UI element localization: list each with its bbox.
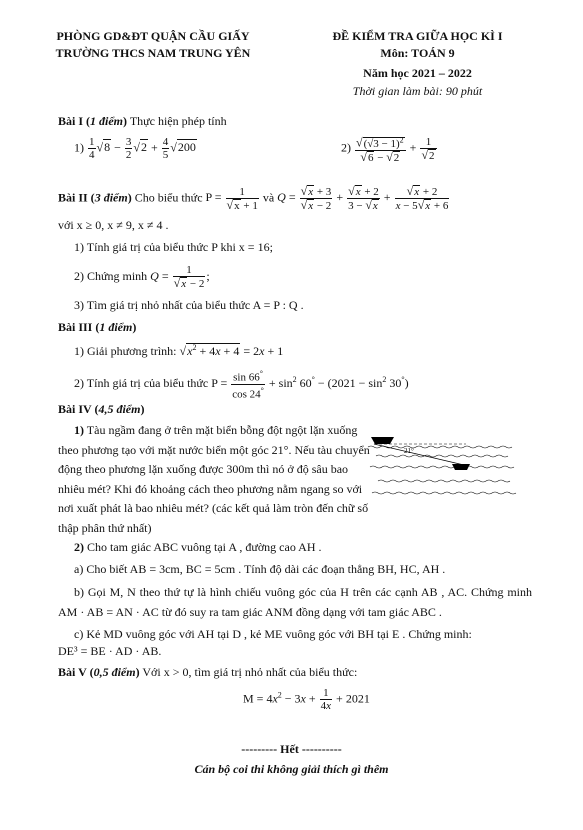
bai2-heading: Bài II (3 điểm) Cho biểu thức P = $\frac{1}{√x + 1}$ và Q = $\frac{√x + 3}{√x - 2}$ + $\frac{√x + 2}{3 - √x}$ + $\frac{√x + 2}{x - 5√x + 6}$ bbox=[58, 184, 449, 212]
bai2-question-1: 1) Tính giá trị của biểu thức P khi x = 16; bbox=[74, 240, 273, 254]
bai4-heading: Bài IV (4,5 điểm) bbox=[58, 402, 145, 416]
bai1-heading: Bài I (1 điểm) Thực hiện phép tính bbox=[58, 114, 227, 128]
bai1-question-2: 2) $\frac{√(√3 - 1)^2}{√6 - √2}$ + $\frac{1}{√2}$ bbox=[341, 135, 435, 164]
bai5-expression: $M = 4x^2 - 3x$ + $\frac{1}{4x}$ + 2021 bbox=[243, 687, 370, 712]
bai4-part2-b: b) Gọi M, N theo thứ tự là hình chiếu vuông góc của H trên các cạnh AB , AC. Chứng minh AM · AB = AN · AC từ đó suy ra tam giác ANM đồng dạng với tam giác ABC . bbox=[58, 585, 532, 619]
bai4-part1: 1) Tàu ngầm đang ở trên mặt biển bỗng đột ngột lặn xuống theo phương tạo với mặt nước biển một góc 21°. Nếu tàu chuyển động theo phương lặn xuống được 300m thì nó ở độ sâu bao nhiêu mét? Khi đó khoảng cách theo phương nằm ngang so với nơi xuất phát là bao nhiêu mét? (các kết quả làm tròn đến chữ số thập phân thứ nhất) bbox=[58, 423, 370, 535]
submarine-icon bbox=[452, 464, 470, 470]
end-marker: --------- Hết ---------- bbox=[241, 742, 342, 756]
invigilator-note: Cán bộ coi thi không giải thích gì thêm bbox=[194, 762, 389, 776]
bai1-question-1: 1) $\frac{1}{4}$ √8 − $\frac{3}{2}$ √2 + $\frac{4}{5}$ √200 bbox=[74, 136, 196, 161]
exam-duration: Thời gian làm bài: 90 phút bbox=[352, 84, 483, 98]
bai4-part2-c-formula: DE³ = BE · AD · AB. bbox=[58, 644, 162, 658]
bai4-part2: 2) Cho tam giác ABC vuông tại A , đường cao AH . bbox=[74, 540, 322, 554]
exam-subject: Môn: TOÁN 9 bbox=[380, 46, 455, 60]
ship-top-icon bbox=[371, 437, 394, 444]
submarine-diagram bbox=[366, 431, 526, 501]
school-name: TRƯỜNG THCS NAM TRUNG YÊN bbox=[55, 46, 251, 60]
school-year: Năm học 2021 – 2022 bbox=[363, 66, 472, 80]
angle-label: 21° bbox=[404, 447, 414, 455]
bai3-question-2: 2) Tính giá trị của biểu thức P = $\frac{\sin 66^\circ}{\cos 24^\circ}$ + $\sin^2 60^\circ - (2021 - \sin^2 30^\circ)$ bbox=[74, 369, 409, 401]
school-department: PHÒNG GD&ĐT QUẬN CẦU GIẤY bbox=[56, 29, 250, 43]
wave-line-2 bbox=[376, 455, 508, 457]
wave-line-3 bbox=[370, 466, 514, 468]
wave-line-4 bbox=[378, 480, 510, 482]
dive-path-line bbox=[374, 444, 464, 465]
bai2-question-3: 3) Tìm giá trị nhỏ nhất của biểu thức A = P : Q . bbox=[74, 298, 304, 312]
wave-line-5 bbox=[372, 492, 516, 494]
bai3-heading: Bài III (1 điểm) bbox=[58, 320, 137, 334]
bai2-question-2: 2) Chứng minh Q = $\frac{1}{√x - 2}$ ; bbox=[74, 264, 210, 290]
bai5-heading: Bài V (0,5 điểm) Với x > 0, tìm giá trị nhỏ nhất của biểu thức: bbox=[58, 665, 358, 679]
bai4-part2-c: c) Kẻ MD vuông góc với AH tại D , kẻ ME vuông góc với BH tại E . Chứng minh: bbox=[74, 627, 472, 641]
bai2-condition: với x ≥ 0, x ≠ 9, x ≠ 4 . bbox=[58, 218, 169, 232]
wave-line-1 bbox=[368, 446, 512, 448]
exam-title: ĐỀ KIỂM TRA GIỮA HỌC KÌ I bbox=[332, 29, 503, 43]
bai4-part2-a: a) Cho biết AB = 3cm, BC = 5cm . Tính độ dài các đoạn thẳng BH, HC, AH . bbox=[74, 562, 446, 576]
bai3-question-1: 1) Giải phương trình: $√x^2 + 4x + 4 = 2x + 1$ bbox=[74, 343, 284, 358]
